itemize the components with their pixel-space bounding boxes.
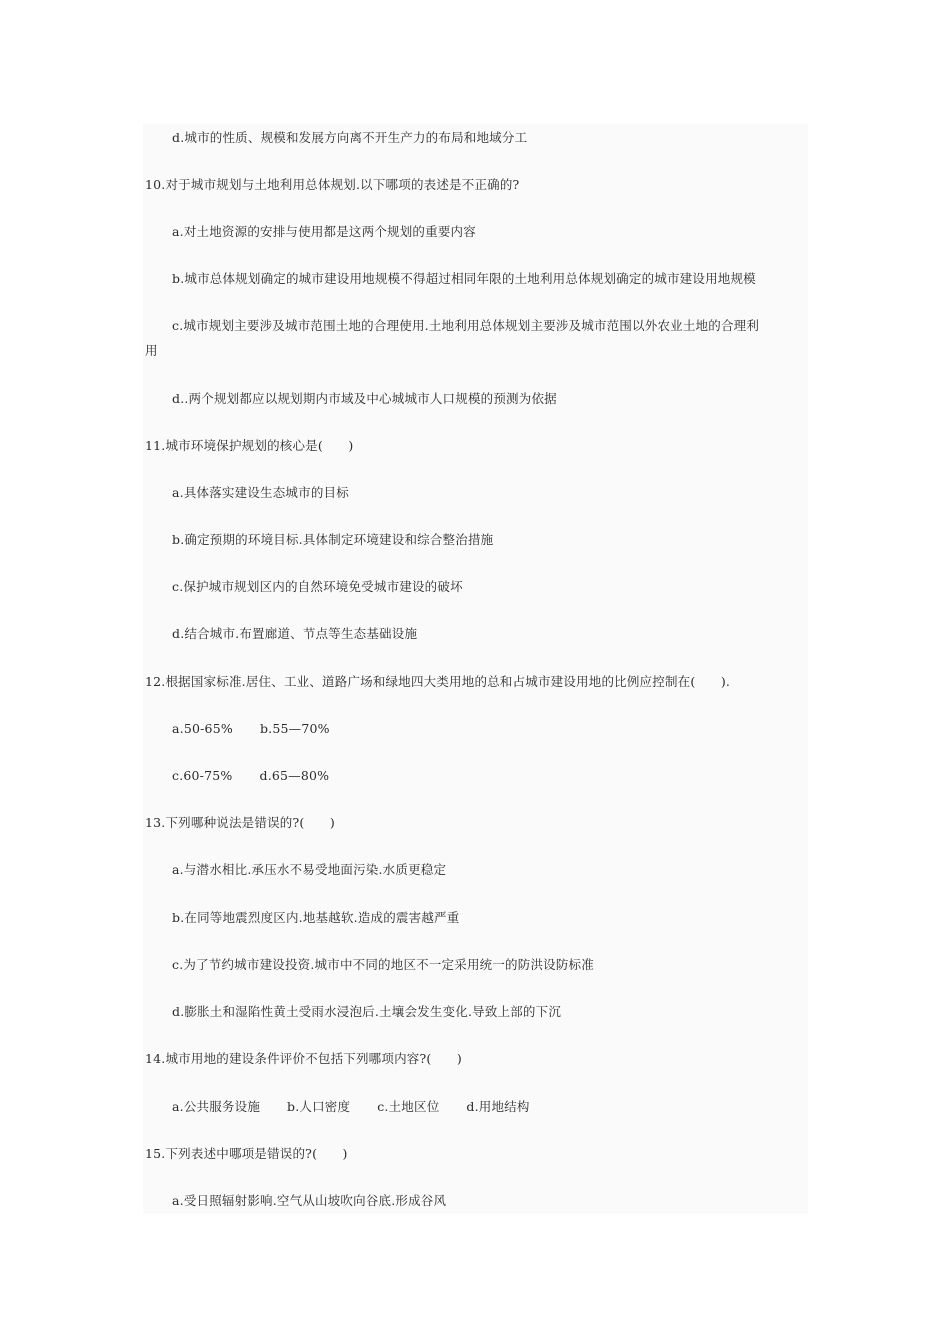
- option-14a: a.公共服务设施: [172, 1099, 261, 1114]
- document-page: [143, 124, 808, 1214]
- option-14c: c.土地区位: [377, 1099, 440, 1114]
- option-14d: d.用地结构: [466, 1099, 530, 1114]
- option-11b: b.确定预期的环境目标.具体制定环境建设和综合整治措施: [172, 532, 494, 547]
- option-14b: b.人口密度: [287, 1099, 351, 1114]
- option-13b: b.在同等地震烈度区内.地基越软.造成的震害越严重: [172, 910, 460, 925]
- option-15a: a.受日照辐射影响.空气从山坡吹向谷底.形成谷风: [172, 1193, 447, 1208]
- option-11c: c.保护城市规划区内的自然环境免受城市建设的破坏: [172, 579, 463, 594]
- option-12d: d.65—80%: [259, 768, 330, 783]
- option-13a: a.与潜水相比.承压水不易受地面污染.水质更稳定: [172, 862, 447, 877]
- options-14-row: [172, 1094, 530, 1119]
- option-10c: c.城市规划主要涉及城市范围土地的合理使用.土地利用总体规划主要涉及城市范围以外农业土地的合理利: [172, 318, 760, 333]
- option-10c-continued: 用: [145, 343, 158, 358]
- question-11: 11.城市环境保护规划的核心是( ): [145, 438, 354, 453]
- option-13c: c.为了节约城市建设投资.城市中不同的地区不一定采用统一的防洪设防标准: [172, 957, 594, 972]
- options-12-row1: [172, 716, 330, 741]
- question-10: 10.对于城市规划与土地利用总体规划.以下哪项的表述是不正确的?: [145, 177, 520, 192]
- option-10d: d..两个规划都应以规划期内市域及中心城城市人口规模的预测为依据: [172, 391, 557, 406]
- options-12-row2: [172, 763, 329, 788]
- option-10b: b.城市总体规划确定的城市建设用地规模不得超过相同年限的土地利用总体规划确定的城市建设用地规模: [172, 271, 756, 286]
- option-10a: a.对土地资源的安排与使用都是这两个规划的重要内容: [172, 224, 476, 239]
- option-12a: a.50-65%: [172, 721, 233, 736]
- question-12: 12.根据国家标准.居住、工业、道路广场和绿地四大类用地的总和占城市建设用地的比例应控制在( ).: [145, 674, 731, 689]
- question-15: 15.下列表述中哪项是错误的?( ): [145, 1146, 348, 1161]
- option-11d: d.结合城市.布置廊道、节点等生态基础设施: [172, 626, 418, 641]
- question-14: 14.城市用地的建设条件评价不包括下列哪项内容?( ): [145, 1051, 462, 1066]
- option-11a: a.具体落实建设生态城市的目标: [172, 485, 349, 500]
- option-13d: d.膨胀土和湿陷性黄土受雨水浸泡后.土壤会发生变化.导致上部的下沉: [172, 1004, 562, 1019]
- option-9d: d.城市的性质、规模和发展方向离不开生产力的布局和地域分工: [172, 130, 528, 145]
- option-12b: b.55—70%: [259, 721, 330, 736]
- question-13: 13.下列哪种说法是错误的?( ): [145, 815, 335, 830]
- option-12c: c.60-75%: [172, 768, 233, 783]
